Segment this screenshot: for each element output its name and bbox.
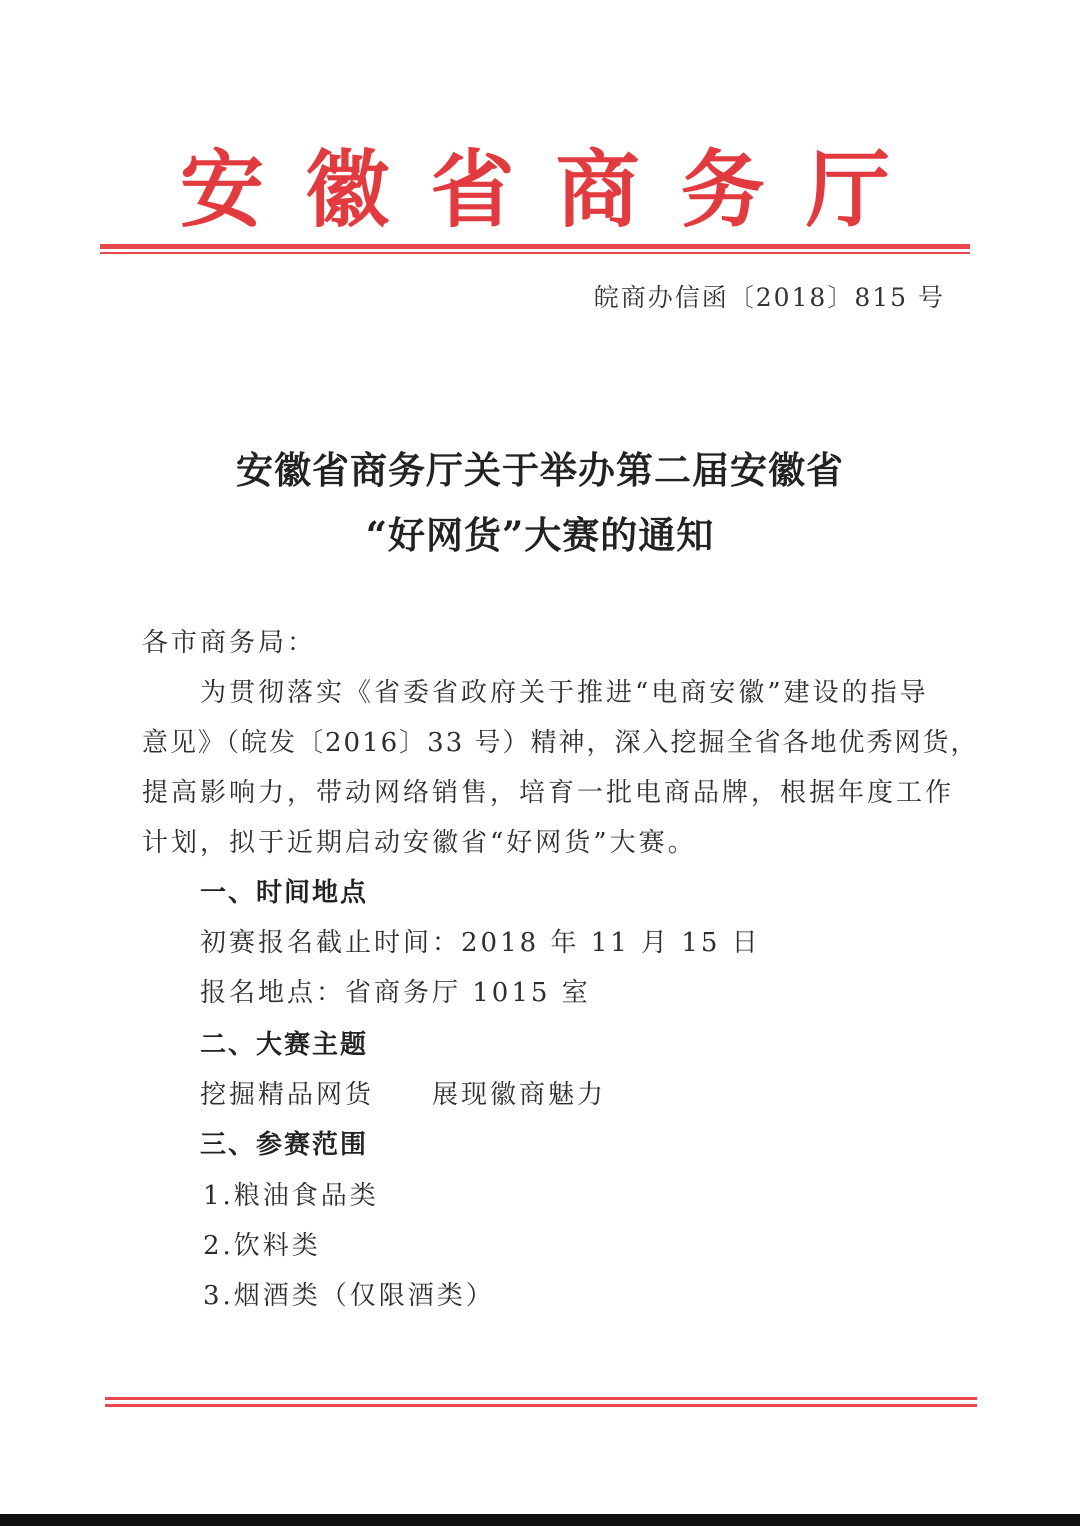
document-title-line2: “好网货”大赛的通知 xyxy=(365,513,715,557)
letterhead-char: 安 xyxy=(180,140,265,239)
intro-line: 计划，拟于近期启动安徽省“好网货”大赛。 xyxy=(142,828,697,858)
intro-line: 为贯彻落实《省委省政府关于推进“电商安徽”建设的指导 xyxy=(200,678,929,708)
letterhead-char: 务 xyxy=(680,140,765,239)
document-title-line1: 安徽省商务厅关于举办第二届安徽省 xyxy=(236,448,844,492)
letterhead-title xyxy=(100,140,970,240)
letterhead-divider xyxy=(100,244,970,255)
scan-edge-bar xyxy=(0,1514,1080,1526)
letterhead-char: 省 xyxy=(430,140,515,239)
registration-deadline: 初赛报名截止时间：2018 年 11 月 15 日 xyxy=(200,928,761,958)
divider-thin-line xyxy=(100,252,970,254)
divider-thick-line xyxy=(100,244,970,249)
section-heading: 一、时间地点 xyxy=(200,878,369,908)
intro-line: 意见》（皖发〔2016〕33 号）精神，深入挖掘全省各地优秀网货， xyxy=(142,728,979,758)
letterhead-char: 商 xyxy=(555,140,640,239)
document-number: 皖商办信函〔2018〕815 号 xyxy=(593,283,945,312)
section-heading: 三、参赛范围 xyxy=(200,1130,369,1160)
contest-theme: 挖掘精品网货 展现徽商魅力 xyxy=(200,1080,607,1110)
salutation: 各市商务局： xyxy=(142,628,317,658)
intro-line: 提高影响力，带动网络销售，培育一批电商品牌，根据年度工作 xyxy=(142,778,955,808)
scope-item: 2.饮料类 xyxy=(203,1231,321,1261)
letterhead-char: 厅 xyxy=(805,140,890,239)
scope-item: 1.粮油食品类 xyxy=(203,1181,379,1211)
scope-item: 3.烟酒类（仅限酒类） xyxy=(203,1281,495,1311)
registration-location: 报名地点：省商务厅 1015 室 xyxy=(200,978,591,1008)
footer-divider xyxy=(105,1397,977,1409)
section-heading: 二、大赛主题 xyxy=(200,1030,369,1060)
divider-line xyxy=(105,1397,977,1400)
letterhead-char: 徽 xyxy=(305,140,390,239)
divider-line xyxy=(105,1404,977,1407)
